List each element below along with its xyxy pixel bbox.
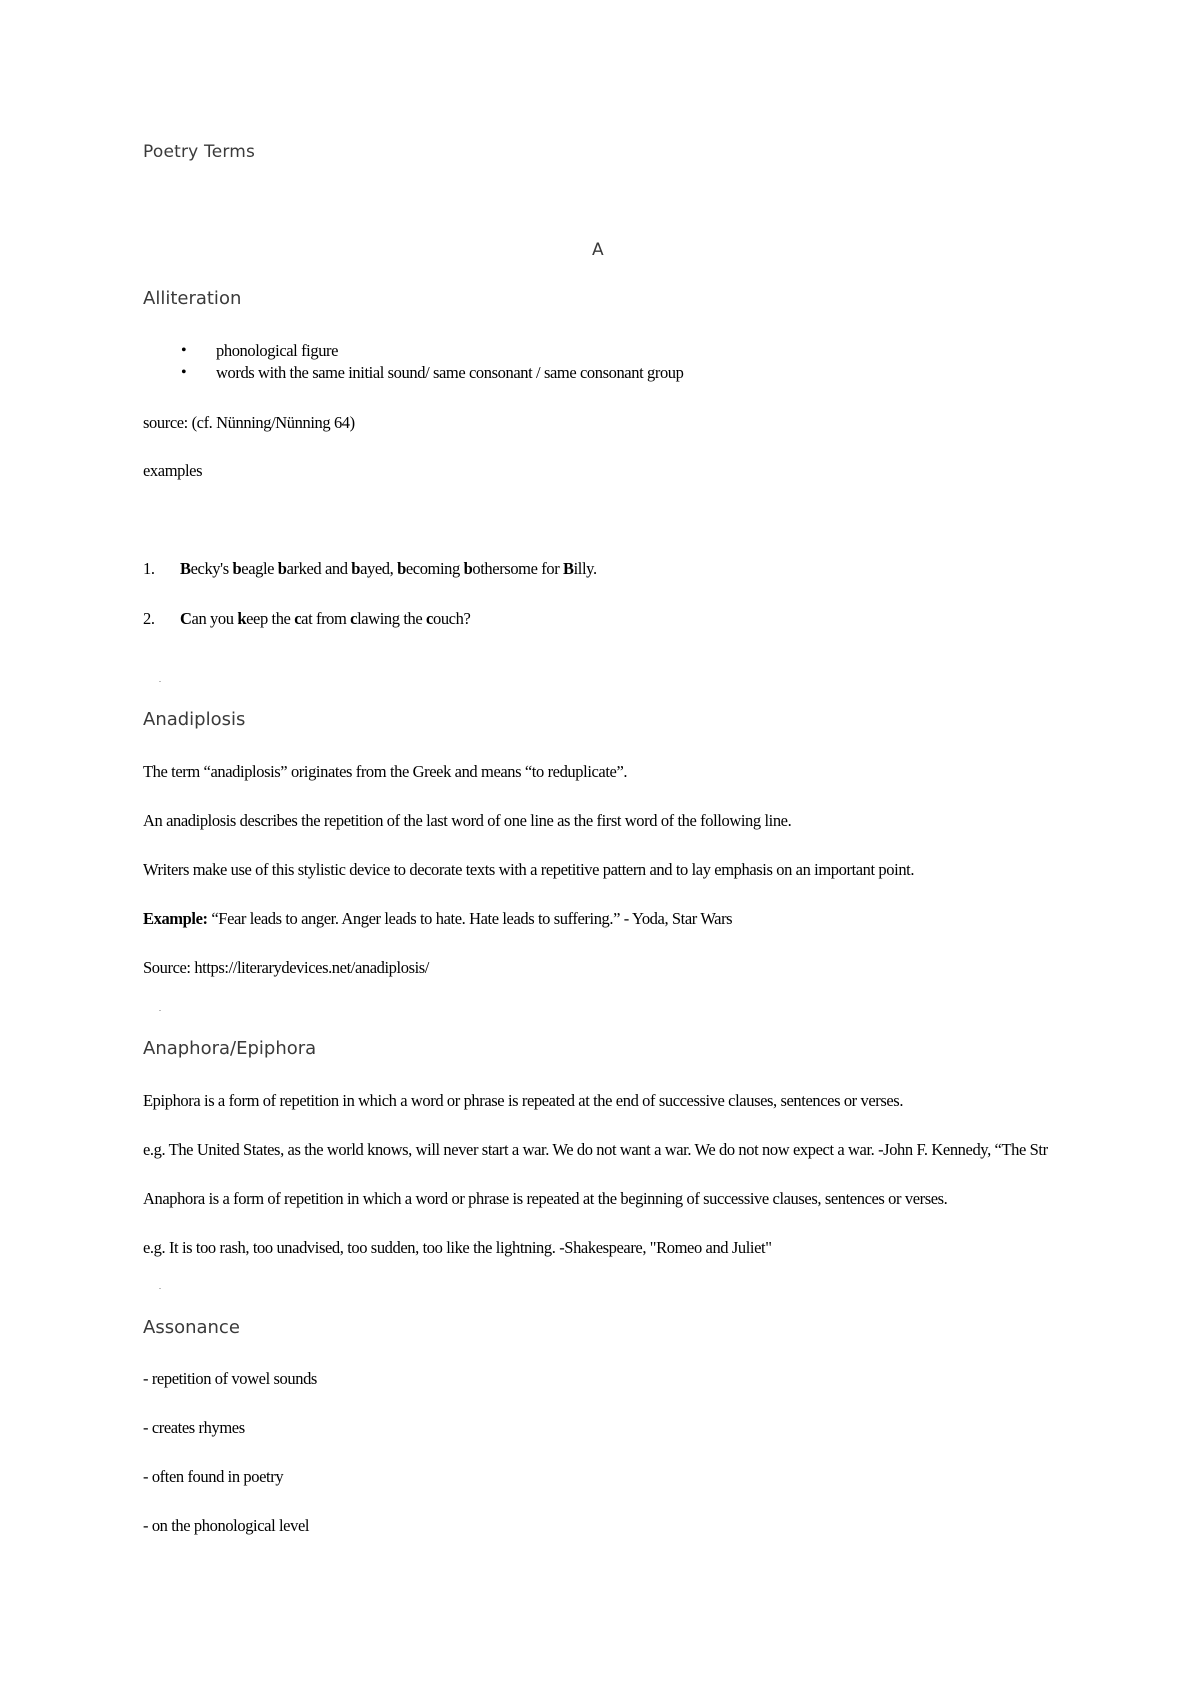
alliterative-letter: c bbox=[350, 609, 358, 628]
separator-mark bbox=[159, 681, 161, 682]
alliterative-letter: B bbox=[180, 559, 191, 578]
example-segment: othersome for bbox=[472, 559, 564, 578]
list-item: • words with the same initial sound/ same consonant / same consonant group bbox=[143, 362, 684, 384]
heading-anadiplosis: Anadiplosis bbox=[143, 709, 246, 730]
alliterative-letter: b bbox=[277, 559, 287, 578]
alliterative-letter: b bbox=[397, 559, 406, 578]
example-segment: at from bbox=[301, 609, 351, 628]
alliterative-letter: b bbox=[232, 559, 242, 578]
anadiplosis-example bbox=[143, 909, 732, 929]
anadiplosis-source: Source: https://literarydevices.net/anadiplosis/ bbox=[143, 958, 429, 977]
separator-mark bbox=[159, 1010, 161, 1011]
separator-mark bbox=[159, 1288, 161, 1289]
examples-label: examples bbox=[143, 461, 203, 480]
alliterative-letter: c bbox=[426, 609, 433, 628]
example-number: 2. bbox=[143, 609, 155, 628]
anadiplosis-para-1: The term “anadiplosis” originates from the Greek and means “to reduplicate”. bbox=[143, 762, 628, 781]
heading-assonance: Assonance bbox=[143, 1317, 240, 1338]
anadiplosis-para-3: Writers make use of this stylistic device to decorate texts with a repetitive pattern and to lay emphasis on an important point. bbox=[143, 860, 915, 879]
alliterative-letter: B bbox=[563, 559, 574, 578]
document-title: Poetry Terms bbox=[143, 142, 256, 162]
section-letter: A bbox=[592, 240, 604, 260]
alliterative-letter: b bbox=[351, 559, 361, 578]
example-segment: eep the bbox=[246, 609, 295, 628]
example-segment: ecky's bbox=[190, 559, 233, 578]
example-label: Example: bbox=[143, 909, 208, 928]
list-item: • phonological figure bbox=[143, 340, 684, 362]
epiphora-definition: Epiphora is a form of repetition in which a word or phrase is repeated at the end of successive clauses, sentences or verses. bbox=[143, 1091, 904, 1110]
heading-alliteration: Alliteration bbox=[143, 288, 242, 309]
example-segment: lawing the bbox=[357, 609, 427, 628]
alliterative-letter: c bbox=[294, 609, 302, 628]
example-segment: eagle bbox=[241, 559, 278, 578]
assonance-item: - on the phonological level bbox=[143, 1516, 310, 1535]
alliterative-letter: k bbox=[237, 609, 247, 628]
anaphora-definition: Anaphora is a form of repetition in which a word or phrase is repeated at the beginning of successive clauses, sentences or verses. bbox=[143, 1189, 948, 1208]
example-segment: illy. bbox=[573, 559, 597, 578]
example-segment: ouch? bbox=[432, 609, 471, 628]
example-text bbox=[180, 609, 470, 628]
example-segment: arked and bbox=[286, 559, 352, 578]
alliterative-letter: b bbox=[463, 559, 473, 578]
example-text bbox=[180, 559, 597, 578]
example-item-2 bbox=[143, 609, 470, 629]
example-segment: ayed, bbox=[360, 559, 398, 578]
assonance-item: - often found in poetry bbox=[143, 1467, 284, 1486]
anaphora-example: e.g. It is too rash, too unadvised, too sudden, too like the lightning. -Shakespeare, "Romeo and Juliet" bbox=[143, 1238, 772, 1257]
example-quote: “Fear leads to anger. Anger leads to hate. Hate leads to suffering.” - Yoda, Star Wars bbox=[207, 909, 733, 928]
epiphora-example: e.g. The United States, as the world knows, will never start a war. We do not want a war. We do not now expect a war. -John F. Kennedy, “The Str bbox=[143, 1140, 1048, 1159]
example-segment: ecoming bbox=[405, 559, 464, 578]
example-item-1 bbox=[143, 559, 597, 579]
assonance-item: - creates rhymes bbox=[143, 1418, 245, 1437]
example-number: 1. bbox=[143, 559, 155, 578]
alliteration-source: source: (cf. Nünning/Nünning 64) bbox=[143, 413, 355, 432]
heading-anaphora-epiphora: Anaphora/Epiphora bbox=[143, 1038, 317, 1059]
assonance-item: - repetition of vowel sounds bbox=[143, 1369, 317, 1388]
alliterative-letter: C bbox=[180, 609, 192, 628]
example-segment: an you bbox=[191, 609, 238, 628]
alliteration-bullet-list bbox=[143, 340, 684, 384]
anadiplosis-para-2: An anadiplosis describes the repetition of the last word of one line as the first word of the following line. bbox=[143, 811, 792, 830]
